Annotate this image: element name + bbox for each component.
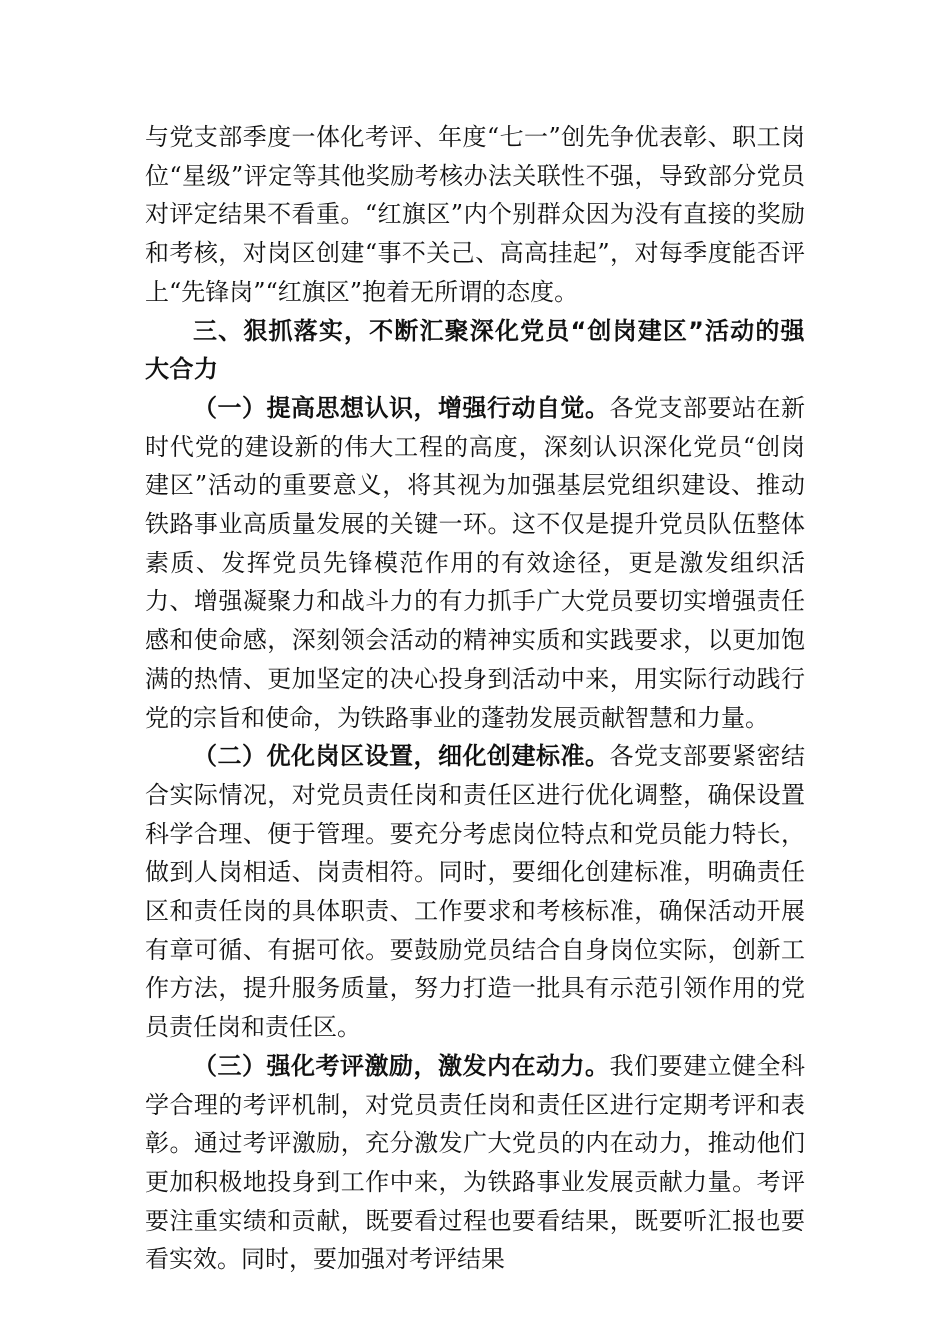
paragraph-continuation: 与党支部季度一体化考评、年度“七一”创先争优表彰、职工岗位“星级”评定等其他奖励考核办法关联性不强，导致部分党员对评定结果不看重。“红旗区”内个别群众因为没有直接的奖励和考核，对岗区创建“事不关己、高高挂起”，对每季度能否评上“先锋岗”“红旗区”抱着无所谓的态度。 bbox=[145, 123, 805, 306]
subsection-3-lead: （三）强化考评激励，激发内在动力。 bbox=[193, 1050, 610, 1080]
document-page bbox=[145, 118, 805, 1279]
subsection-1 bbox=[145, 389, 805, 737]
subsection-2-lead: （二）优化岗区设置，细化创建标准。 bbox=[193, 741, 610, 771]
subsection-2-body: 各党支部要紧密结合实际情况，对党员责任岗和责任区进行优化调整，确保设置科学合理、便于管理。要充分考虑岗位特点和党员能力特长，做到人岗相适、岗责相符。同时，要细化创建标准，明确责任区和责任岗的具体职责、工作要求和考核标准，确保活动开展有章可循、有据可依。要鼓励党员结合自身岗位实际，创新工作方法，提升服务质量，努力打造一批具有示范引领作用的党员责任岗和责任区。 bbox=[145, 742, 805, 1042]
subsection-3-body: 我们要建立健全科学合理的考评机制，对党员责任岗和责任区进行定期考评和表彰。通过考评激励，充分激发广大党员的内在动力，推动他们更加积极地投身到工作中来，为铁路事业发展贡献力量。考评要注重实绩和贡献，既要看过程也要看结果，既要听汇报也要看实效。同时，要加强对考评结果 bbox=[145, 1051, 805, 1274]
section-heading-3: 三、狠抓落实，不断汇聚深化党员“创岗建区”活动的强大合力 bbox=[145, 316, 805, 384]
subsection-1-body: 各党支部要站在新时代党的建设新的伟大工程的高度，深刻认识深化党员“创岗建区”活动的重要意义，将其视为加强基层党组织建设、推动铁路事业高质量发展的关键一环。这不仅是提升党员队伍整体素质、发挥党员先锋模范作用的有效途径，更是激发组织活力、增强凝聚力和战斗力的有力抓手广大党员要切实增强责任感和使命感，深刻领会活动的精神实质和实践要求，以更加饱满的热情、更加坚定的决心投身到活动中来，用实际行动践行党的宗旨和使命，为铁路事业的蓬勃发展贡献智慧和力量。 bbox=[145, 393, 805, 732]
subsection-2 bbox=[145, 737, 805, 1047]
subsection-3 bbox=[145, 1047, 805, 1279]
subsection-1-lead: （一）提高思想认识，增强行动自觉。 bbox=[193, 392, 610, 422]
